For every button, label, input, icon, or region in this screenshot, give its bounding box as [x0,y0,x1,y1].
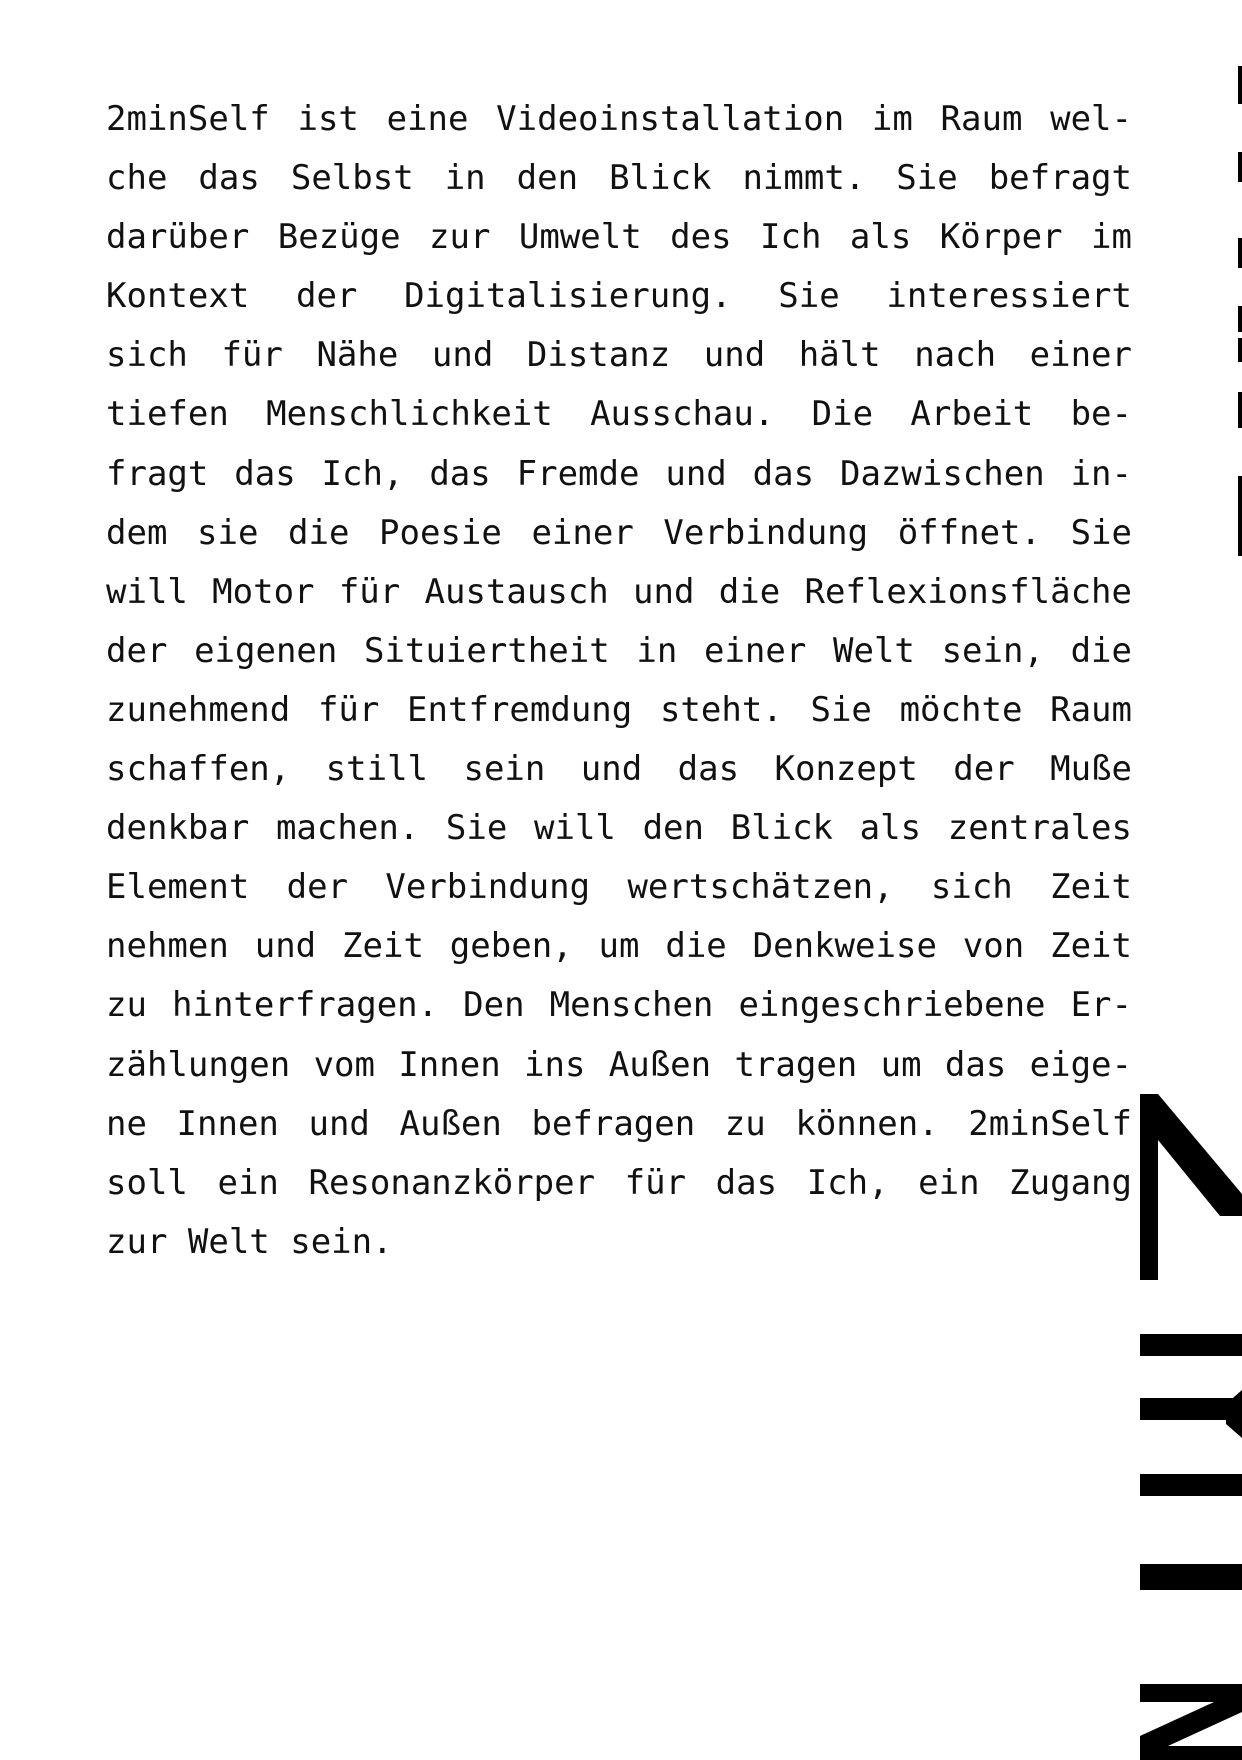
paragraph-line: zu hinterfragen. Den Menschen eingeschriebene Er- [106,985,1132,1026]
paragraph-line: nehmen und Zeit geben, um die Denkweise von Zeit [106,926,1132,967]
paragraph-line: sich für Nähe und Distanz und hält nach einer [106,335,1132,376]
paragraph-line: zählungen vom Innen ins Außen tragen um das eige- [106,1044,1132,1085]
paragraph-line: 2minSelf ist eine Videoinstallation im Raum wel- [106,99,1132,139]
paragraph-line: schaffen, still sein und das Konzept der Muße [106,749,1132,790]
paragraph-line: der eigenen Situiertheit in einer Welt sein, die [106,630,1132,671]
edge-bar-marks-icon [1232,0,1242,600]
rotated-title-graphic-icon [1140,1094,1242,1760]
paragraph-line: darüber Bezüge zur Umwelt des Ich als Körper im [106,217,1132,258]
paragraph-line: che das Selbst in den Blick nimmt. Sie befragt [106,158,1132,199]
body-paragraph [106,90,1132,1272]
paragraph-line: fragt das Ich, das Fremde und das Dazwischen in- [106,453,1132,494]
paragraph-line: soll ein Resonanzkörper für das Ich, ein Zugang [106,1162,1132,1203]
paragraph-line: zur Welt sein. [106,1221,393,1262]
paragraph-line: zunehmend für Entfremdung steht. Sie möchte Raum [106,689,1132,730]
paragraph-line: will Motor für Austausch und die Reflexionsfläche [106,571,1132,612]
paragraph-line: tiefen Menschlichkeit Ausschau. Die Arbeit be- [106,394,1132,435]
paragraph-line: dem sie die Poesie einer Verbindung öffnet. Sie [106,512,1132,553]
paragraph-line: denkbar machen. Sie will den Blick als zentrales [106,808,1132,849]
paragraph-line: Element der Verbindung wertschätzen, sich Zeit [106,867,1132,908]
paragraph-line: Kontext der Digitalisierung. Sie interessiert [106,276,1132,317]
paragraph-line: ne Innen und Außen befragen zu können. 2minSelf [106,1103,1132,1144]
